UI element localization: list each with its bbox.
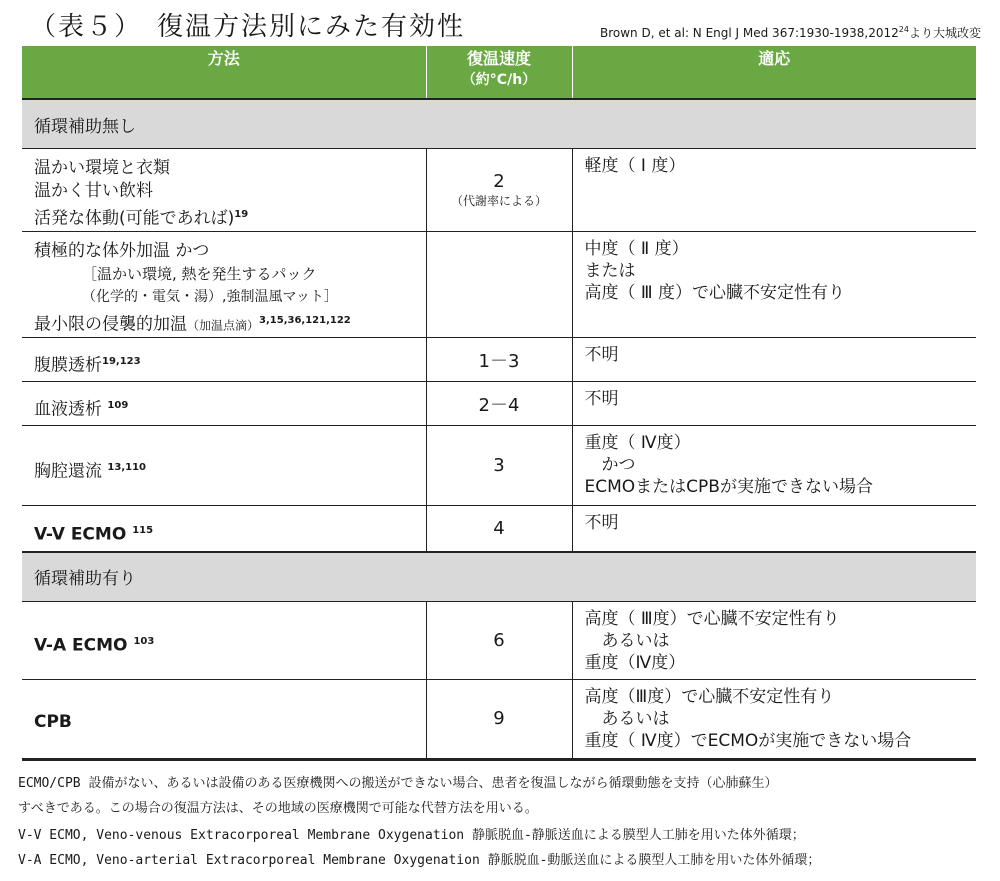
indication-line: かつ [584, 455, 636, 476]
indication-line: 不明 [584, 345, 619, 366]
indication-cell [572, 679, 976, 759]
table-row [22, 231, 976, 338]
method-ref: 115 [132, 524, 154, 536]
table-row [22, 679, 976, 759]
indication-line: または [584, 260, 636, 281]
section-label: 循環補助有り [22, 552, 976, 602]
footnote-line: V-V ECMO, Veno-venous Extracorporeal Membrane Oxygenation 静脈脱血-静脈送血による膜型人工肺を用いた体外循環； [18, 828, 805, 843]
rate-cell: 4 [426, 506, 572, 552]
indication-line: 不明 [584, 389, 619, 410]
source-text: Brown D, et al: N Engl J Med 367:1930-1938,2012 [600, 26, 899, 40]
method-note: （加温点滴） [187, 318, 260, 333]
method-ref: 109 [107, 399, 129, 411]
indication-cell [572, 601, 976, 679]
header-rate-unit: （約°C/h） [461, 72, 537, 88]
rate-cell: 3 [426, 426, 572, 506]
indication-line: 高度（ Ⅲ 度）で心臓不安定性有り [584, 282, 846, 303]
table-row [22, 506, 976, 552]
indication-cell [572, 382, 976, 426]
method-ref: 13,110 [107, 461, 146, 473]
method-ref: 3,15,36,121,122 [259, 314, 351, 326]
method-cell: 血液透析 $^{109}$ [22, 382, 426, 426]
rate-cell [426, 149, 572, 232]
method-ref: 19 [234, 209, 249, 220]
table-title: （表５） 復温方法別にみた有効性 [30, 12, 466, 42]
footnote-line: ECMO/CPB 設備がない、あるいは設備のある医療機関への搬送ができない場合、患者を復温しながら循環動態を支持（心肺蘇生） [18, 776, 778, 791]
indication-cell [572, 338, 976, 382]
indication-cell [572, 426, 976, 506]
table-row [22, 149, 976, 232]
method-ref: 103 [133, 636, 155, 648]
section-row [22, 99, 976, 149]
method-cell: 胸腔還流 $^{13,110}$ [22, 426, 426, 506]
method-line: 活発な体動(可能であれば)$^{19}$ [34, 208, 249, 229]
rate-cell: 9 [426, 679, 572, 759]
indication-line: 重度（ Ⅳ度）でECMOが実施できない場合 [584, 730, 912, 751]
indication-line: あるいは [584, 630, 670, 651]
rate-cell: 6 [426, 601, 572, 679]
indication-line: ECMOまたはCPBが実施できない場合 [584, 477, 873, 498]
header-indication: 適応 [572, 46, 976, 99]
indication-line: あるいは [584, 708, 670, 729]
indication-line: 中度（ Ⅱ 度） [584, 238, 689, 259]
indication-line: 重度（ Ⅳ度） [584, 433, 691, 454]
method-cell: CPB [22, 679, 426, 759]
method-line: 積極的な体外加温 かつ [34, 240, 210, 261]
indication-cell [572, 231, 976, 338]
indication-line: 重度（Ⅳ度） [584, 652, 686, 673]
indication-cell [572, 506, 976, 552]
method-line: 温かい環境と衣類 [34, 158, 170, 178]
method-line: 最小限の侵襲的加温（加温点滴）$^{3,15,36,121,122}$ [34, 314, 351, 335]
indication-cell [572, 149, 976, 232]
table-row [22, 382, 976, 426]
header-rate-label: 復温速度 [466, 49, 531, 68]
table-row [22, 426, 976, 506]
table-row [22, 338, 976, 382]
header-method: 方法 [22, 46, 426, 99]
rate-cell: 2－4 [426, 382, 572, 426]
method-cell [22, 149, 426, 232]
method-cell: V-A ECMO $^{103}$ [22, 601, 426, 679]
footnote-line: すべきである。この場合の復温方法は、その地域の医療機関で可能な代替方法を用いる。 [18, 801, 538, 816]
source-citation [600, 24, 981, 41]
method-line: （化学的・電気・湯）,強制温風マット］ [82, 288, 338, 305]
section-label: 循環補助無し [22, 99, 976, 149]
indication-line: 軽度（ Ⅰ 度） [584, 156, 686, 176]
rate-value: 2 [493, 170, 505, 192]
method-cell [22, 231, 426, 338]
header-row [22, 46, 976, 99]
rewarming-table [22, 46, 976, 761]
method-line: ［温かい環境, 熱を発生するパック [82, 264, 317, 283]
source-ref: 24 [898, 25, 909, 34]
indication-line: 不明 [584, 513, 619, 534]
method-line: 温かく甘い飲料 [34, 181, 153, 201]
indication-line: 高度（ Ⅲ度）で心臓不安定性有り [584, 608, 840, 629]
method-ref: 19,123 [102, 355, 141, 367]
method-cell: V-V ECMO $^{115}$ [22, 506, 426, 552]
footnote-line: V-A ECMO, Veno-arterial Extracorporeal Membrane Oxygenation 静脈脱血-動脈送血による膜型人工肺を用いた体外循環； [18, 853, 821, 868]
rate-cell [426, 231, 572, 338]
section-row [22, 552, 976, 602]
method-cell: 腹膜透析$^{19,123}$ [22, 338, 426, 382]
rate-note: （代謝率による） [450, 193, 547, 208]
table-row [22, 601, 976, 679]
source-suffix: より大城改変 [908, 26, 981, 40]
rate-cell: 1－3 [426, 338, 572, 382]
header-rate [426, 46, 572, 99]
indication-line: 高度（Ⅲ度）で心臓不安定性有り [584, 686, 835, 707]
